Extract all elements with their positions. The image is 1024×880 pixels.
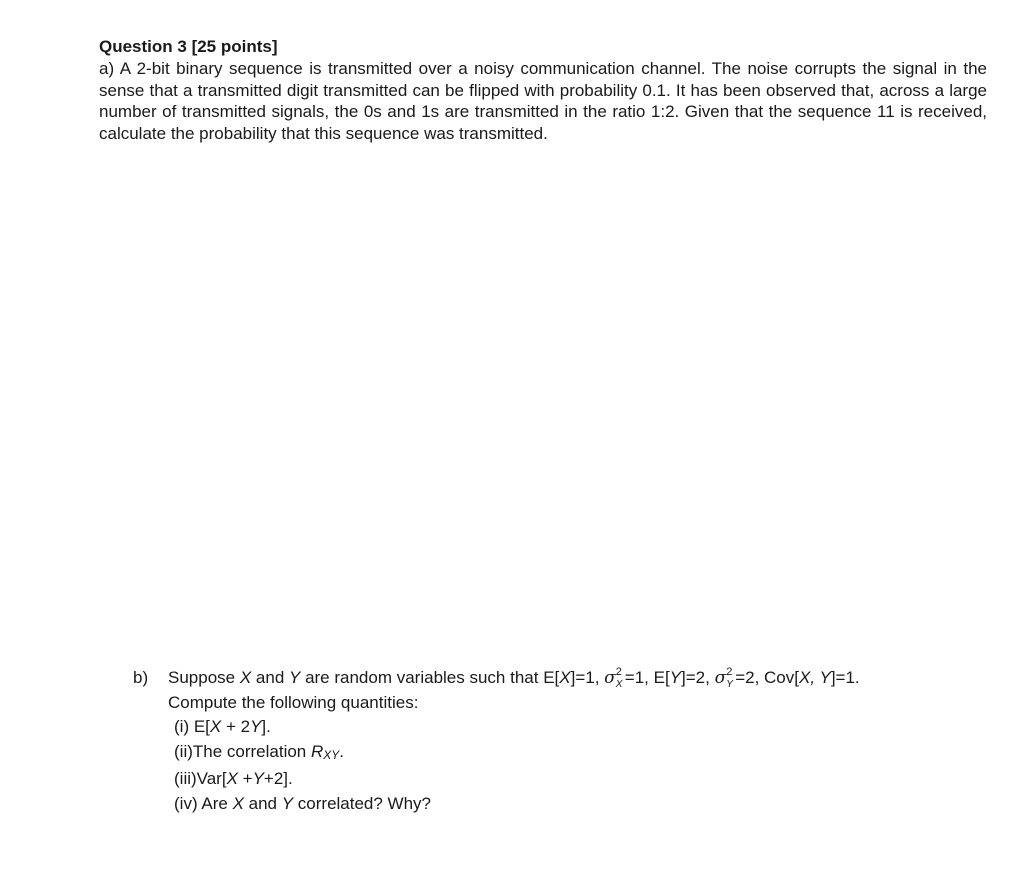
var-x: X <box>209 717 222 736</box>
part-b-intro-row <box>133 666 993 691</box>
part-a-text: a) A 2-bit binary sequence is transmitted over a noisy communication channel. The noise corrupts the signal in the sense that a transmitted digit transmitted can be flipped with probability 0.1. It has been observed that, across a large number of transmitted signals, the 0s and 1s are transmitted in the ratio 1:2. Given that the sequence 11 is received, calculate the probability that this sequence was transmitted. <box>99 59 987 143</box>
sub-question-iv <box>174 792 993 817</box>
sigma-x-scripts <box>615 666 625 690</box>
var-x: X <box>239 668 252 687</box>
intro-text: ]=2, <box>681 668 715 687</box>
intro-text: ]=1. <box>830 668 860 687</box>
sub-question-i <box>174 715 993 740</box>
sub-question-list <box>174 715 993 816</box>
var-y: Y <box>252 769 264 788</box>
item-text: (iii)Var[ <box>174 769 227 788</box>
item-text: + <box>237 769 253 788</box>
part-b-intro <box>168 666 993 691</box>
intro-text: =1, E[ <box>624 668 670 687</box>
item-text: and <box>243 793 282 813</box>
sub-question-ii <box>174 740 993 768</box>
item-text: +2]. <box>263 769 293 788</box>
var-x: X <box>226 769 238 788</box>
var-r: R <box>311 741 324 761</box>
part-a-section <box>99 36 987 144</box>
part-b-section <box>133 666 993 816</box>
sub-question-iii <box>174 767 993 792</box>
superscript: 2 <box>726 666 733 678</box>
intro-text: Suppose <box>168 668 240 687</box>
item-text: ]. <box>261 717 271 736</box>
var-y: Y <box>289 668 301 687</box>
var-y: Y <box>281 793 294 813</box>
sigma-y-scripts <box>726 666 735 690</box>
item-text: correlated? Why? <box>293 793 432 813</box>
var-y: Y <box>250 717 262 736</box>
item-text: . <box>339 741 345 761</box>
subscript: Y <box>726 679 733 690</box>
sigma-symbol: σ <box>714 668 727 688</box>
part-b-compute-row <box>133 691 993 716</box>
intro-text: ]=1, <box>570 668 605 687</box>
item-text: (iv) Are <box>174 793 233 813</box>
question-title: Question 3 [25 points] <box>99 37 278 56</box>
var-x: X <box>559 668 571 687</box>
item-text: + 2 <box>221 717 251 736</box>
subscript: XY <box>323 747 340 762</box>
var-y: Y <box>669 668 682 687</box>
var-xy: X, Y <box>798 668 831 687</box>
subscript: X <box>615 679 623 690</box>
intro-text: =2, Cov[ <box>735 668 799 687</box>
item-text: (i) E[ <box>174 717 210 736</box>
sigma-symbol: σ <box>604 668 616 688</box>
compute-instruction: Compute the following quantities: <box>168 692 419 712</box>
superscript: 2 <box>615 666 622 678</box>
var-x: X <box>232 793 244 813</box>
intro-text: and <box>251 668 289 687</box>
item-text: (ii)The correlation <box>174 741 311 761</box>
part-b-label: b) <box>133 668 149 687</box>
intro-text: are random variables such that E[ <box>300 668 560 687</box>
